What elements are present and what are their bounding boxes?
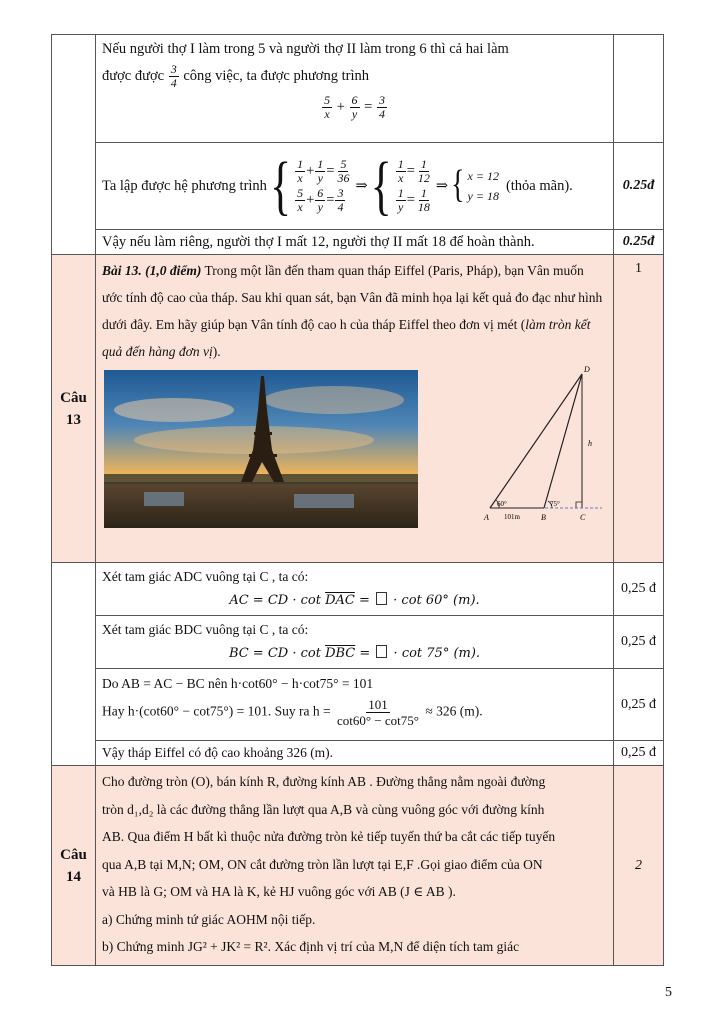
question-body-end: ).	[212, 344, 221, 359]
q14-line: qua A,B tại M,N; OM, ON cắt đường tròn lần lượt tại E,F .Gọi giao điểm của ON	[102, 856, 543, 872]
frac-num: 5	[324, 93, 331, 108]
content-cell	[96, 143, 614, 230]
question-label-b: 14	[66, 868, 81, 885]
label-a: A	[484, 513, 489, 522]
frac-den: 4	[170, 76, 177, 91]
frac-num: 1	[420, 157, 427, 171]
content-cell	[96, 35, 614, 143]
question-label-a: Câu	[60, 846, 87, 863]
points-cell: 0.25đ	[614, 143, 664, 230]
frac-num: 6	[317, 186, 324, 201]
fraction	[169, 63, 179, 90]
row0-line1: Nếu người thợ I làm trong 5 và người thợ II làm trong 6 thì cả hai làm	[102, 41, 509, 57]
content-cell	[96, 616, 614, 669]
frac-den: 18	[417, 200, 430, 215]
question-label	[52, 255, 96, 563]
table-row	[52, 143, 664, 230]
frac-num: 101	[368, 697, 388, 712]
table-row	[52, 766, 664, 966]
frac-den: 4	[378, 107, 385, 122]
points-cell: 1	[614, 255, 664, 563]
label-c: C	[580, 513, 586, 522]
s3-line1: Do AB = AC − BC nên h·cot60° − h·cot75° = 101	[102, 676, 374, 691]
question-cell-empty	[52, 35, 96, 255]
frac-den: 12	[417, 171, 430, 185]
frac-den: y	[317, 200, 323, 215]
points-cell: 0,25 đ	[614, 741, 664, 766]
question-label-a: Câu	[60, 389, 87, 406]
q14-line: tròn d₁,d₂ là các đường thẳng lần lượt qua A,B và cùng vuông góc với đường kính	[102, 801, 545, 817]
solution-y: y = 18	[467, 189, 499, 203]
q14-line: và HB là G; OM và HA là K, kẻ HJ vuông góc với AB (J ∈ AB ).	[102, 884, 456, 899]
frac-num: 5	[297, 186, 304, 201]
formula-post: =	[355, 646, 375, 661]
s2-intro: Xét tam giác BDC vuông tại C , ta có:	[102, 622, 309, 637]
label-h: h	[588, 439, 592, 448]
system-2: $\frac{1}{x}$ = $\frac{1}{12}$ $\frac{1}{y}$ = $\frac{1}{18}$	[397, 157, 430, 215]
frac-num: 1	[297, 157, 304, 171]
system-1: $\frac{1}{x}$ + $\frac{1}{y}$ = $\frac{5}{36}$ $\frac{5}{x}$ + $\frac{6}{y}$ = $\frac{3}{4}$	[297, 157, 350, 215]
frac-den: cot60° − cot75°	[336, 713, 419, 728]
row0-line2-post: công việc, ta được phương trình	[183, 68, 369, 84]
frac-den: x	[297, 171, 303, 185]
solution	[468, 167, 499, 205]
frac-den: y	[398, 200, 404, 215]
s2-formula	[102, 642, 607, 666]
label-b: B	[541, 513, 546, 522]
brace-icon: {	[269, 148, 292, 222]
row0-line2-pre: được được	[102, 68, 165, 84]
frac-den: x	[398, 171, 404, 185]
formula-pre: AC = CD · cot	[229, 593, 326, 608]
table-row	[52, 35, 664, 143]
frac-num: 1	[420, 186, 427, 201]
frac-num: 3	[170, 62, 177, 77]
points-cell	[614, 35, 664, 143]
formula-post: =	[354, 593, 375, 608]
formula-end: · cot 75° (m).	[389, 646, 481, 661]
fraction	[335, 697, 421, 728]
row1-pre: Ta lập được hệ phương trình	[102, 177, 267, 194]
points-cell: 0.25đ	[614, 230, 664, 255]
points-cell: 0,25 đ	[614, 669, 664, 741]
row2-text: Vậy nếu làm riêng, người thợ I mất 12, người thợ II mất 18 để hoàn thành.	[102, 234, 535, 250]
s1-formula	[102, 589, 607, 613]
eiffel-tower-photo	[104, 370, 418, 528]
placeholder-box-icon	[376, 645, 387, 658]
content-cell	[96, 741, 614, 766]
frac-den: 4	[337, 200, 344, 215]
frac-den: x	[324, 107, 330, 122]
content-cell	[96, 563, 614, 616]
formula-pre: BC = CD · cot	[228, 646, 326, 661]
implies-icon: ⇒	[435, 177, 449, 194]
frac-den: y	[317, 171, 323, 185]
content-cell	[96, 230, 614, 255]
formula-end: · cot 60° (m).	[389, 593, 480, 608]
q14-line: b) Chứng minh JG² + JK² = R². Xác định vị trí của M,N để diện tích tam giác	[102, 939, 520, 954]
table-row	[52, 230, 664, 255]
frac-num: 3	[337, 186, 344, 201]
row0-line2	[102, 63, 607, 90]
frac-num: 3	[378, 93, 385, 108]
frac-num: 1	[317, 157, 324, 171]
table-row	[52, 563, 664, 616]
brace-icon: {	[451, 163, 465, 207]
row0-equation: $\frac{5}{x}$ + $\frac{6}{y}$ = $\frac{3}{4}$	[324, 93, 385, 122]
question-heading: Bài 13. (1,0 điểm)	[102, 263, 202, 278]
s3-line2-post: ≈ 326 (m).	[425, 703, 483, 719]
points-cell: 0,25 đ	[614, 563, 664, 616]
distance-label: 101m	[504, 513, 520, 521]
angle-a-label: 60°	[497, 500, 507, 508]
angle: $\overline{DAC}$	[325, 593, 355, 608]
q14-line: AB. Qua điểm H bất kì thuộc nửa đường tròn kẻ tiếp tuyến thứ ba cắt các tiếp tuyến	[102, 829, 556, 844]
placeholder-box-icon	[376, 592, 387, 605]
question-body: Trong một lần đến tham quan tháp Eiffel (Paris, Pháp), bạn Vân muốn ước tính độ cao của tháp. Sau khi quan sát, bạn Vân đã minh họa lại kết quả đo đạc như hình dưới đây. Em hãy giúp bạn Vân tính độ cao h của tháp Eiffel theo đơn vị mét (	[102, 263, 603, 332]
angle-b-label: 75°	[550, 500, 560, 508]
solution-x: x = 12	[467, 169, 499, 183]
frac-den: x	[297, 200, 303, 215]
s3-line2-pre: Hay h·(cot60° − cot75°) = 101. Suy ra h =	[102, 703, 331, 719]
row1-post: (thỏa mãn).	[505, 177, 573, 194]
frac-den: 36	[337, 171, 350, 185]
label-d: D	[584, 365, 590, 374]
question-label	[52, 766, 96, 966]
s4-text: Vậy tháp Eiffel có độ cao khoảng 326 (m).	[102, 745, 334, 760]
brace-icon: {	[370, 148, 392, 222]
s3-line2	[102, 697, 607, 728]
q14-line: a) Chứng minh tứ giác AOHM nội tiếp.	[102, 911, 316, 927]
triangle-diagram	[466, 358, 608, 528]
angle: $\overline{DBC}$	[325, 646, 356, 661]
implies-icon: ⇒	[355, 177, 368, 194]
s1-intro: Xét tam giác ADC vuông tại C , ta có:	[102, 569, 309, 584]
frac-num: 1	[397, 157, 404, 171]
points-cell: 0,25 đ	[614, 616, 664, 669]
question-body-italic: làm tròn kết quả đến hàng đơn vị	[102, 317, 591, 359]
frac-num: 1	[397, 186, 404, 201]
question-label-b: 13	[66, 411, 81, 428]
content-cell	[96, 766, 614, 966]
frac-num: 5	[340, 157, 347, 171]
page-number: 5	[665, 985, 672, 1000]
points-cell: 2	[614, 766, 664, 966]
table-row	[52, 616, 664, 669]
question-cell-empty	[52, 563, 96, 766]
frac-den: y	[351, 107, 358, 122]
q14-line: Cho đường tròn (O), bán kính R, đường kính AB . Đường thẳng nằm ngoài đường	[102, 774, 546, 789]
frac-num: 6	[351, 93, 358, 108]
table-row	[52, 741, 664, 766]
table-row	[52, 669, 664, 741]
content-cell	[96, 669, 614, 741]
